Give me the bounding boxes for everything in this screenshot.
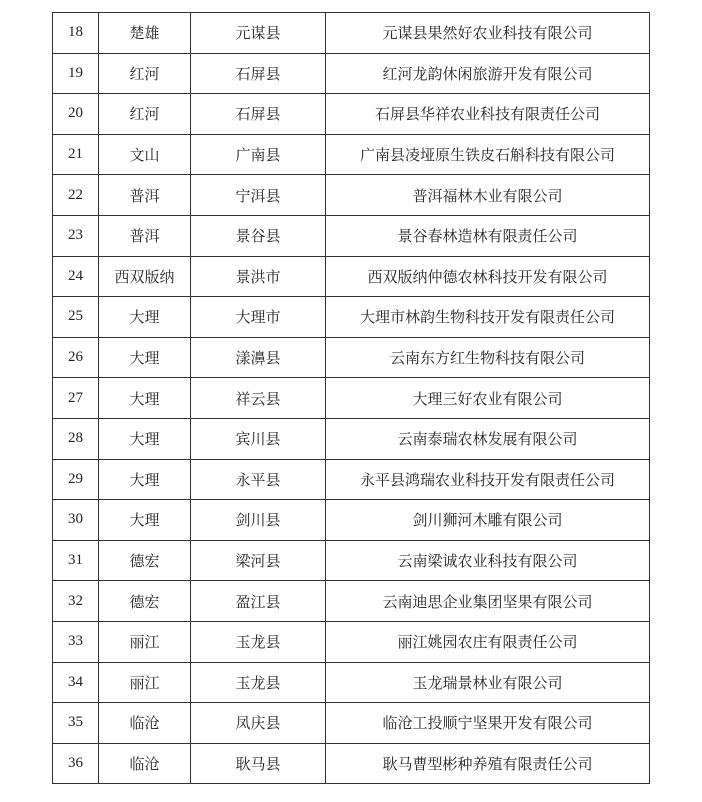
row-number: 29 <box>53 459 99 500</box>
county: 大理市 <box>191 297 326 338</box>
company-name: 大理三好农业有限公司 <box>326 378 650 419</box>
row-number: 35 <box>53 703 99 744</box>
county: 宁洱县 <box>191 175 326 216</box>
company-name: 丽江姚园农庄有限责任公司 <box>326 621 650 662</box>
prefecture: 德宏 <box>99 581 191 622</box>
company-name: 云南迪思企业集团坚果有限公司 <box>326 581 650 622</box>
row-number: 19 <box>53 53 99 94</box>
company-name: 云南泰瑞农林发展有限公司 <box>326 418 650 459</box>
county: 广南县 <box>191 134 326 175</box>
company-name: 大理市林韵生物科技开发有限责任公司 <box>326 297 650 338</box>
prefecture: 丽江 <box>99 662 191 703</box>
table-row <box>53 53 650 94</box>
row-number: 25 <box>53 297 99 338</box>
county: 凤庆县 <box>191 703 326 744</box>
table-row <box>53 459 650 500</box>
table-row <box>53 621 650 662</box>
table-row <box>53 743 650 784</box>
table-row <box>53 378 650 419</box>
table-row <box>53 418 650 459</box>
table-row <box>53 175 650 216</box>
company-name: 耿马曹型彬种养殖有限责任公司 <box>326 743 650 784</box>
county: 元谋县 <box>191 13 326 54</box>
county: 石屏县 <box>191 53 326 94</box>
company-name: 红河龙韵休闲旅游开发有限公司 <box>326 53 650 94</box>
company-name: 石屏县华祥农业科技有限责任公司 <box>326 94 650 135</box>
prefecture: 楚雄 <box>99 13 191 54</box>
county: 祥云县 <box>191 378 326 419</box>
row-number: 24 <box>53 256 99 297</box>
county: 玉龙县 <box>191 621 326 662</box>
row-number: 30 <box>53 500 99 541</box>
row-number: 34 <box>53 662 99 703</box>
prefecture: 大理 <box>99 337 191 378</box>
company-name: 元谋县果然好农业科技有限公司 <box>326 13 650 54</box>
prefecture: 文山 <box>99 134 191 175</box>
table-row <box>53 500 650 541</box>
row-number: 28 <box>53 418 99 459</box>
table-row <box>53 581 650 622</box>
prefecture: 红河 <box>99 53 191 94</box>
county: 耿马县 <box>191 743 326 784</box>
row-number: 32 <box>53 581 99 622</box>
row-number: 31 <box>53 540 99 581</box>
row-number: 36 <box>53 743 99 784</box>
company-name: 云南梁诚农业科技有限公司 <box>326 540 650 581</box>
county: 石屏县 <box>191 94 326 135</box>
county: 宾川县 <box>191 418 326 459</box>
company-name: 普洱福林木业有限公司 <box>326 175 650 216</box>
row-number: 23 <box>53 215 99 256</box>
prefecture: 德宏 <box>99 540 191 581</box>
table-row <box>53 297 650 338</box>
prefecture: 临沧 <box>99 743 191 784</box>
company-name: 剑川狮河木雕有限公司 <box>326 500 650 541</box>
enterprise-table <box>52 12 650 784</box>
row-number: 20 <box>53 94 99 135</box>
table-row <box>53 256 650 297</box>
table-row <box>53 703 650 744</box>
county: 剑川县 <box>191 500 326 541</box>
prefecture: 大理 <box>99 297 191 338</box>
row-number: 33 <box>53 621 99 662</box>
prefecture: 普洱 <box>99 175 191 216</box>
prefecture: 大理 <box>99 500 191 541</box>
company-name: 云南东方红生物科技有限公司 <box>326 337 650 378</box>
company-name: 永平县鸿瑞农业科技开发有限责任公司 <box>326 459 650 500</box>
prefecture: 大理 <box>99 459 191 500</box>
table-row <box>53 94 650 135</box>
row-number: 18 <box>53 13 99 54</box>
table-row <box>53 134 650 175</box>
company-name: 广南县凌垭原生铁皮石斛科技有限公司 <box>326 134 650 175</box>
county: 漾濞县 <box>191 337 326 378</box>
company-name: 西双版纳仲德农林科技开发有限公司 <box>326 256 650 297</box>
prefecture: 普洱 <box>99 215 191 256</box>
prefecture: 丽江 <box>99 621 191 662</box>
county: 玉龙县 <box>191 662 326 703</box>
prefecture: 红河 <box>99 94 191 135</box>
company-name: 景谷春林造林有限责任公司 <box>326 215 650 256</box>
table-row <box>53 13 650 54</box>
row-number: 22 <box>53 175 99 216</box>
company-name: 临沧工投顺宁坚果开发有限公司 <box>326 703 650 744</box>
county: 景谷县 <box>191 215 326 256</box>
table-row <box>53 540 650 581</box>
prefecture: 大理 <box>99 418 191 459</box>
company-name: 玉龙瑞景林业有限公司 <box>326 662 650 703</box>
county: 永平县 <box>191 459 326 500</box>
county: 景洪市 <box>191 256 326 297</box>
prefecture: 临沧 <box>99 703 191 744</box>
prefecture: 大理 <box>99 378 191 419</box>
prefecture: 西双版纳 <box>99 256 191 297</box>
table-row <box>53 337 650 378</box>
row-number: 21 <box>53 134 99 175</box>
row-number: 27 <box>53 378 99 419</box>
county: 盈江县 <box>191 581 326 622</box>
table-row <box>53 215 650 256</box>
county: 梁河县 <box>191 540 326 581</box>
row-number: 26 <box>53 337 99 378</box>
table-row <box>53 662 650 703</box>
